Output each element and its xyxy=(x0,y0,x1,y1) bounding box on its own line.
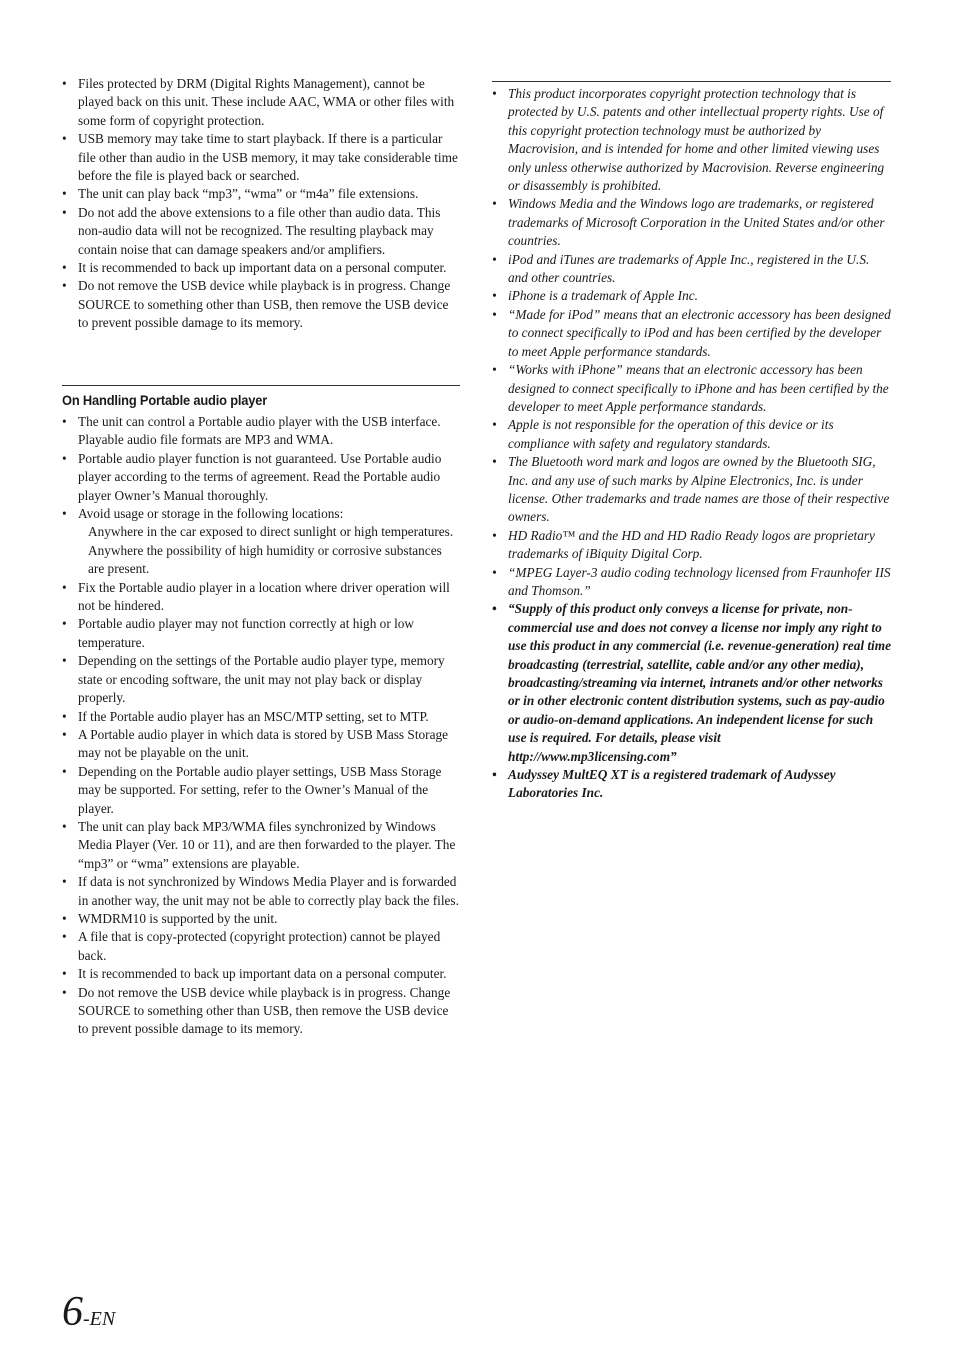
list-item: • A file that is copy-protected (copyright protection) cannot be played back. xyxy=(62,928,460,965)
page-number-suffix: -EN xyxy=(83,1308,116,1330)
list-item: • A Portable audio player in which data is stored by USB Mass Storage may not be playable on the unit. xyxy=(62,726,460,763)
list-item: • iPhone is a trademark of Apple Inc. xyxy=(492,287,891,305)
list-item: • iPod and iTunes are trademarks of Apple Inc., registered in the U.S. and other countries. xyxy=(492,251,891,288)
list-item: • Portable audio player function is not guaranteed. Use Portable audio player according to the terms of agreement. Read the Portable audio player Owner’s Manual thoroughly. xyxy=(62,450,460,505)
list-item: • Portable audio player may not function correctly at high or low temperature. xyxy=(62,615,460,652)
list-item: • “MPEG Layer-3 audio coding technology licensed from Fraunhofer IIS and Thomson.” xyxy=(492,564,891,601)
list-item: • Do not remove the USB device while playback is in progress. Change SOURCE to something other than USB, then remove the USB device to prevent possible damage to its memory. xyxy=(62,984,460,1039)
list-item: • It is recommended to back up important data on a personal computer. xyxy=(62,965,460,983)
list-item-bold: • Audyssey MultEQ XT is a registered trademark of Audyssey Laboratories Inc. xyxy=(492,766,891,803)
list-item: • The Bluetooth word mark and logos are owned by the Bluetooth SIG, Inc. and any use of such marks by Alpine Electronics, Inc. is under license. Other trademarks and trade names are those of their respective owners. xyxy=(492,453,891,527)
list-item: • HD Radio™ and the HD and HD Radio Ready logos are proprietary trademarks of iBiquity Digital Corp. xyxy=(492,527,891,564)
list-item: • Fix the Portable audio player in a location where driver operation will not be hindered. xyxy=(62,579,460,616)
usb-notes-list xyxy=(62,75,460,333)
list-item-bold: • “Supply of this product only conveys a license for private, non-commercial use and does not convey a license nor imply any right to use this product in any commercial (i.e. revenue-generation) real time broadcasting (terrestrial, satellite, cable and/or any other media), broadcasting/streaming via internet, intranets and/or other networks or in other electronic content distribution systems, such as pay-audio or audio-on-demand applications. An independent license for such use is required. For details, please visit http://www.mp3licensing.com” xyxy=(492,600,891,766)
section-heading: On Handling Portable audio player xyxy=(62,392,268,408)
list-item: • The unit can play back “mp3”, “wma” or “m4a” file extensions. xyxy=(62,185,460,203)
list-item: • “Made for iPod” means that an electronic accessory has been designed to connect specifically to iPod and has been certified by the developer to meet Apple performance standards. xyxy=(492,306,891,361)
list-item: • Files protected by DRM (Digital Rights Management), cannot be played back on this unit. These include AAC, WMA or other files with some form of copyright protection. xyxy=(62,75,460,130)
sub-list-item: Anywhere in the car exposed to direct sunlight or high temperatures. xyxy=(88,524,454,540)
list-item: • “Works with iPhone” means that an electronic accessory has been designed to connect specifically to iPhone and has been certified by the developer to meet Apple performance standards. xyxy=(492,361,891,416)
list-item: • Depending on the settings of the Portable audio player type, memory state or encoding software, the unit may not play back or display properly. xyxy=(62,652,460,707)
sub-list-item: Anywhere the possibility of high humidity or corrosive substances are present. xyxy=(88,542,442,577)
list-item: • This product incorporates copyright protection technology that is protected by U.S. patents and other intellectual property rights. Use of this copyright protection technology must be authorized by Macrovision, and is intended for home and other limited viewing uses only unless otherwise authorized by Macrovision. Reverse engineering or disassembly is prohibited. xyxy=(492,85,891,195)
list-item: • Depending on the Portable audio player settings, USB Mass Storage may be supported. For setting, refer to the Owner’s Manual of the player. xyxy=(62,763,460,818)
handling-notes-list xyxy=(62,413,460,1039)
list-item: • Windows Media and the Windows logo are trademarks, or registered trademarks of Microsoft Corporation in the United States and/or other countries. xyxy=(492,195,891,250)
list-item: • USB memory may take time to start playback. If there is a particular file other than audio in the USB memory, it may take considerable time before the file is played back or searched. xyxy=(62,130,460,185)
list-item: • If the Portable audio player has an MSC/MTP setting, set to MTP. xyxy=(62,708,460,726)
list-item: • The unit can control a Portable audio player with the USB interface. Playable audio file formats are MP3 and WMA. xyxy=(62,413,460,450)
trademark-notices-list xyxy=(492,85,891,803)
list-item: • Do not add the above extensions to a file other than audio data. This non-audio data will not be recognized. The resulting playback may contain noise that can damage speakers and/or amplifiers. xyxy=(62,204,460,259)
list-item: • Avoid usage or storage in the following locations: xyxy=(62,505,460,523)
list-item: • Apple is not responsible for the operation of this device or its compliance with safety and regulatory standards. xyxy=(492,416,891,453)
section-divider xyxy=(492,81,891,82)
page-number-digit: 6 xyxy=(62,1289,83,1335)
section-divider xyxy=(62,385,460,386)
list-item: • Do not remove the USB device while playback is in progress. Change SOURCE to something other than USB, then remove the USB device to prevent possible damage to its memory. xyxy=(62,277,460,332)
list-item: • The unit can play back MP3/WMA files synchronized by Windows Media Player (Ver. 10 or 11), and are then forwarded to the player. The “mp3” or “wma” extensions are playable. xyxy=(62,818,460,873)
list-item: • If data is not synchronized by Windows Media Player and is forwarded in another way, the unit may not be able to correctly play back the files. xyxy=(62,873,460,910)
page-number xyxy=(62,1288,115,1336)
list-item: • WMDRM10 is supported by the unit. xyxy=(62,910,460,928)
list-item: • It is recommended to back up important data on a personal computer. xyxy=(62,259,460,277)
